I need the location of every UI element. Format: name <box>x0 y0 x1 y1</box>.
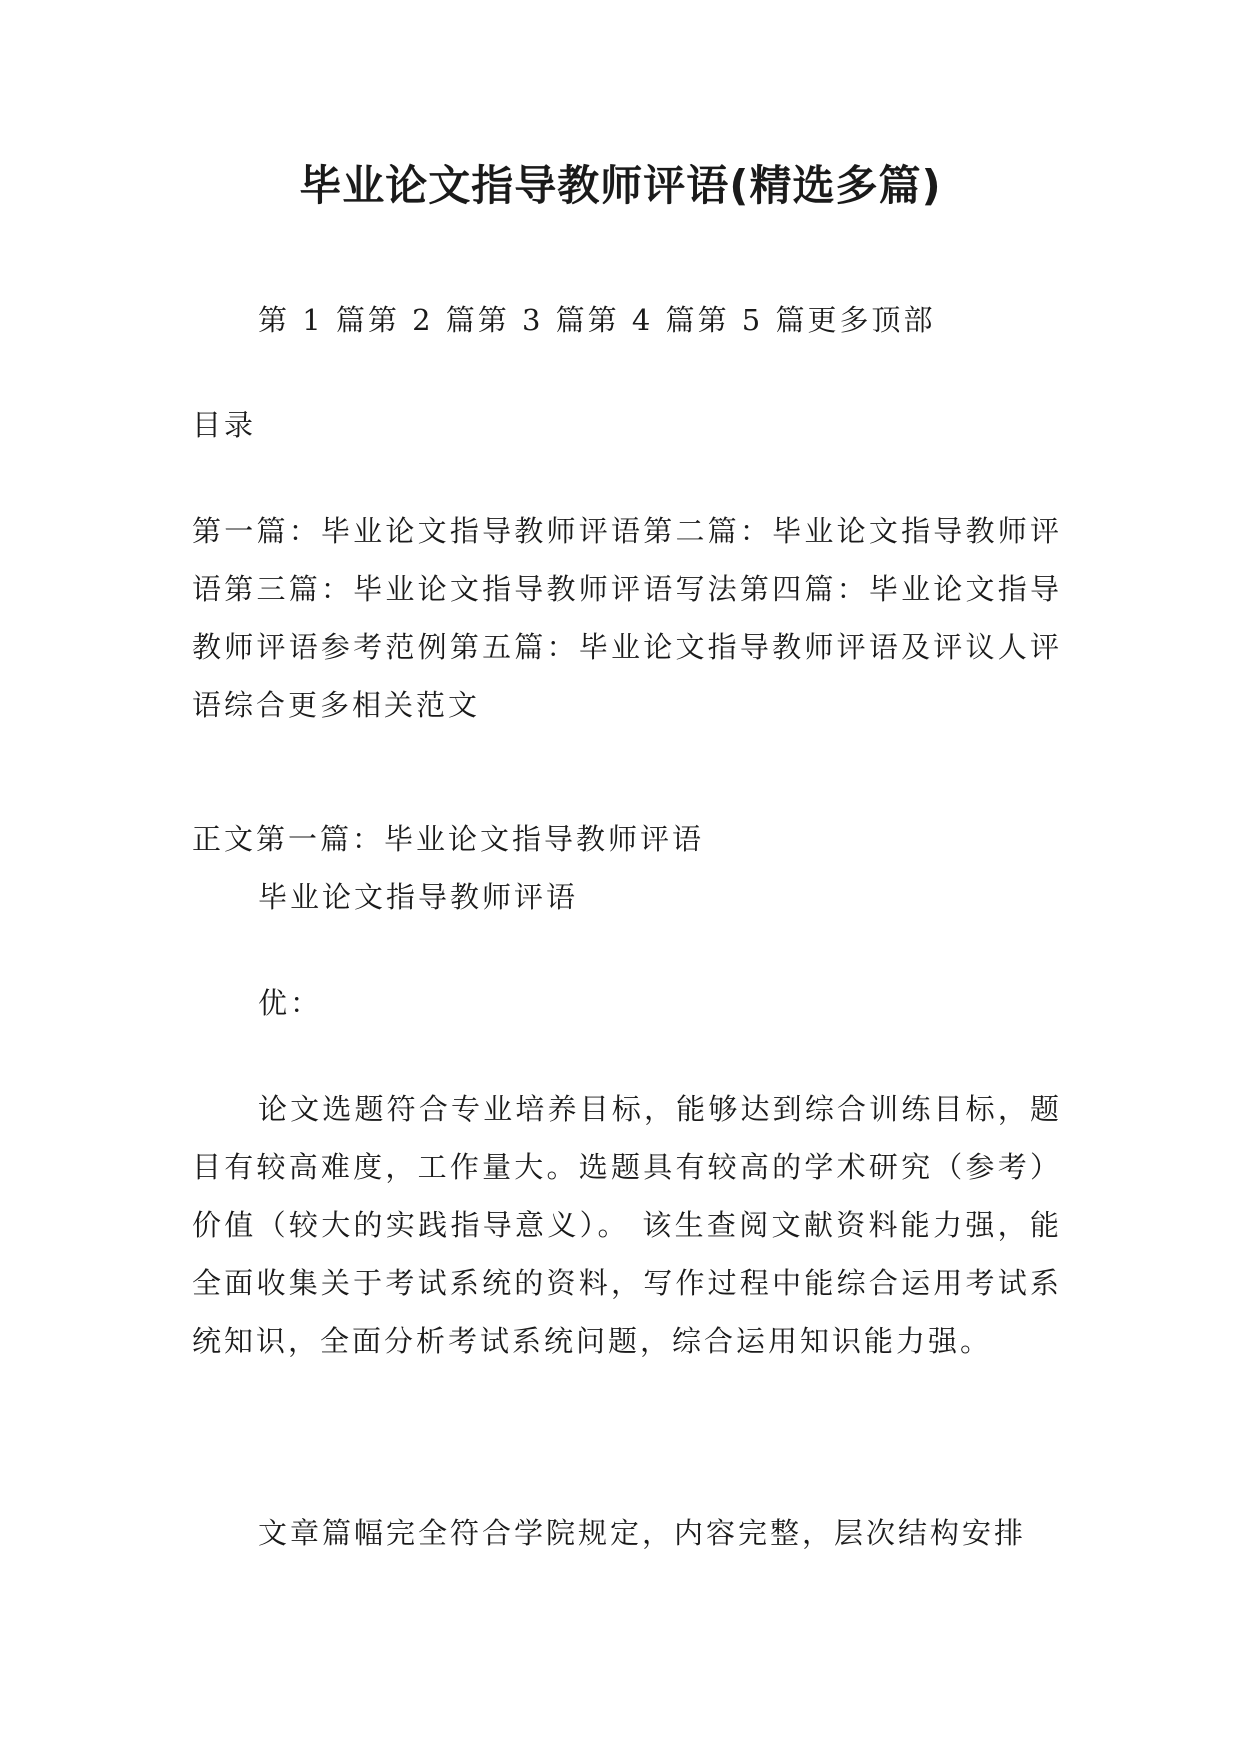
nav-link-more[interactable]: 更多 <box>807 303 872 337</box>
section-subtitle: 毕业论文指导教师评语 <box>258 880 579 914</box>
paragraph-1: 论文选题符合专业培养目标，能够达到综合训练目标，题目有较高难度，工作量大。选题具有较高的学术研究（参考）价值（较大的实践指导意义）。 该生查阅文献资料能力强，能全面收集关于考试系统的资料，写作过程中能综合运用考试系统知识，全面分析考试系统问题，综合运用知识能力强。 <box>192 1092 1062 1358</box>
nav-link-part-5[interactable]: 第 5 篇 <box>697 303 808 337</box>
paragraph-2: 文章篇幅完全符合学院规定，内容完整，层次结构安排 <box>258 1516 1027 1550</box>
section-heading: 正文第一篇：毕业论文指导教师评语 <box>192 822 705 856</box>
nav-link-part-4[interactable]: 第 4 篇 <box>587 303 698 337</box>
toc-heading: 目录 <box>192 408 257 442</box>
nav-link-part-3[interactable]: 第 3 篇 <box>477 303 588 337</box>
grade-label: 优： <box>258 986 323 1020</box>
toc-text: 第一篇：毕业论文指导教师评语第二篇：毕业论文指导教师评语第三篇：毕业论文指导教师评语写法第四篇：毕业论文指导教师评语参考范例第五篇：毕业论文指导教师评语及评议人评语综合更多相关范文 <box>192 514 1062 722</box>
section-nav <box>258 291 935 349</box>
nav-link-part-1[interactable]: 第 1 篇 <box>258 303 368 337</box>
document-title: 毕业论文指导教师评语(精选多篇) <box>299 161 942 210</box>
nav-link-part-2[interactable]: 第 2 篇 <box>367 303 478 337</box>
nav-link-top[interactable]: 顶部 <box>871 303 936 337</box>
